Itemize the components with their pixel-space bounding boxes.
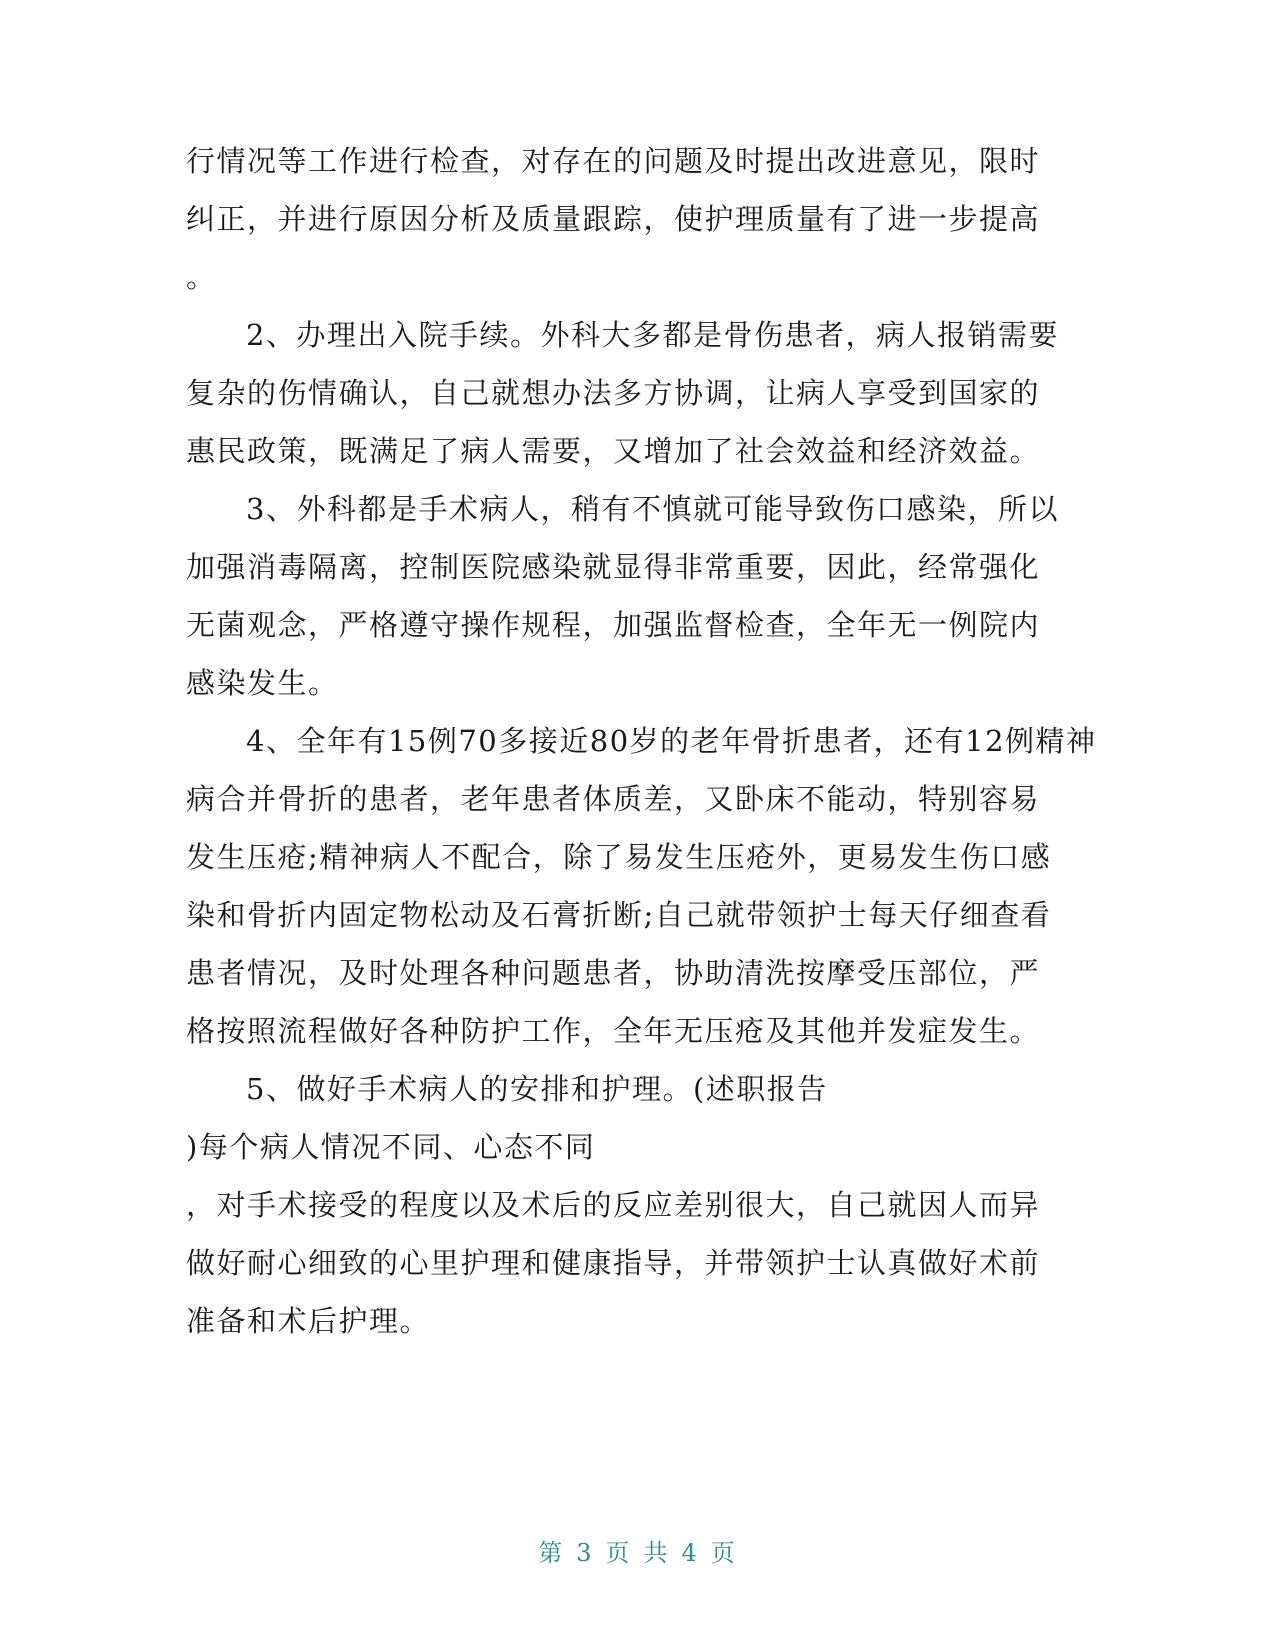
footer-current-page: 3 [576, 1539, 594, 1567]
footer-ye: 页 [605, 1539, 632, 1567]
paragraph-line: 患者情况，及时处理各种问题患者，协助清洗按摩受压部位，严 [186, 956, 1041, 990]
paragraph-line: 4、全年有15例70多接近80岁的老年骨折患者，还有12例精神 [246, 724, 1097, 758]
paragraph-line: 准备和术后护理。 [186, 1304, 431, 1338]
paragraph-line: 感染发生。 [186, 666, 339, 700]
paragraph-line: 惠民政策，既满足了病人需要，又增加了社会效益和经济效益。 [186, 434, 1041, 468]
paragraph-line: 格按照流程做好各种防护工作，全年无压疮及其他并发症发生。 [186, 1014, 1041, 1048]
paragraph-line: 病合并骨折的患者，老年患者体质差，又卧床不能动，特别容易 [186, 782, 1041, 816]
footer-ye: 页 [710, 1539, 737, 1567]
paragraph-line: 无菌观念，严格遵守操作规程，加强监督检查，全年无一例院内 [186, 608, 1041, 642]
footer-gong: 共 [643, 1539, 670, 1567]
paragraph-line: ，对手术接受的程度以及术后的反应差别很大，自己就因人而异 [186, 1188, 1041, 1222]
paragraph-line: 纠正，并进行原因分析及质量跟踪，使护理质量有了进一步提高 [186, 202, 1041, 236]
paragraph-line: 发生压疮;精神病人不配合，除了易发生压疮外，更易发生伤口感 [186, 840, 1052, 874]
paragraph-line: 复杂的伤情确认，自己就想办法多方协调，让病人享受到国家的 [186, 376, 1041, 410]
paragraph-line: 3、外科都是手术病人，稍有不慎就可能导致伤口感染，所以 [246, 492, 1059, 526]
paragraph-line: 染和骨折内固定物松动及石膏折断;自己就带领护士每天仔细查看 [186, 898, 1052, 932]
paragraph-line: 2、办理出入院手续。外科大多都是骨伤患者，病人报销需要 [246, 318, 1059, 352]
paragraph-line: 加强消毒隔离，控制医院感染就显得非常重要，因此，经常强化 [186, 550, 1041, 584]
paragraph-line: 行情况等工作进行检查，对存在的问题及时提出改进意见，限时 [186, 144, 1041, 178]
paragraph-line: 。 [186, 260, 217, 294]
footer-di: 第 [538, 1539, 565, 1567]
paragraph-line: )每个病人情况不同、心态不同 [186, 1130, 596, 1164]
paragraph-line: 5、做好手术病人的安排和护理。(述职报告 [246, 1072, 828, 1106]
page-number-footer [0, 1538, 1275, 1568]
footer-total-pages: 4 [681, 1539, 699, 1567]
paragraph-line: 做好耐心细致的心里护理和健康指导，并带领护士认真做好术前 [186, 1246, 1041, 1280]
